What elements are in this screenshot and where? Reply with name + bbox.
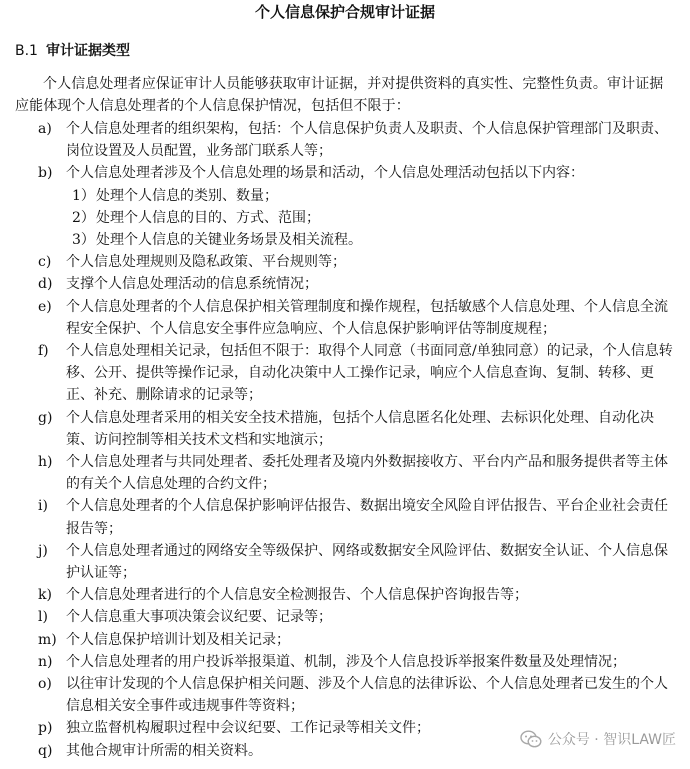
list-item-text: 独立监督机构履职过程中会议纪要、工作记录等相关文件； (66, 720, 430, 737)
list-item-text: 个人信息处理者的用户投诉举报渠道、机制，涉及个人信息投诉举报案件数量及处理情况； (66, 653, 626, 670)
list-item-marker: a) (38, 121, 52, 137)
wechat-icon (520, 730, 542, 748)
list-item-marker: f) (38, 343, 49, 360)
section-heading (15, 41, 130, 61)
list-item (0, 296, 690, 340)
list-item-marker: b) (38, 165, 53, 182)
list-item (0, 407, 690, 451)
list-item-text: 个人信息保护培训计划及相关记录； (66, 631, 290, 648)
list-item-text: 个人信息处理者通过的网络安全等级保护、网络或数据安全风险评估、数据安全认证、个人信息保护认证等； (66, 542, 668, 582)
list-item-marker: m) (38, 631, 57, 648)
list-item-marker: o) (38, 676, 52, 693)
list-item (0, 251, 690, 273)
list-item-marker: d) (38, 276, 53, 293)
list-item (0, 584, 690, 606)
list-item (0, 118, 690, 162)
list-item-text: 以往审计发现的个人信息保护相关问题、涉及个人信息的法律诉讼、个人信息处理者已发生的个人信息相关安全事件或违规事件等资料； (66, 676, 668, 715)
sub-list-item-number: 1） (72, 187, 95, 204)
list-item (0, 451, 690, 495)
sub-list-item (0, 207, 690, 229)
evidence-list (0, 118, 690, 762)
list-item-text: 个人信息处理者涉及个人信息处理的场景和活动，个人信息处理活动包括以下内容： (66, 165, 584, 182)
watermark-text: 公众号 · 智识LAW匠 (547, 732, 676, 748)
list-item (0, 495, 690, 539)
list-item-text: 个人信息处理者采用的相关安全技术措施，包括个人信息匿名化处理、去标识化处理、自动化决策、访问控制等相关技术文档和实地演示； (66, 409, 654, 448)
list-item-marker: g) (38, 409, 53, 426)
list-item-text: 支撑个人信息处理活动的信息系统情况； (66, 276, 318, 293)
sub-list-item-number: 3） (72, 232, 95, 249)
list-item (0, 651, 690, 673)
list-item (0, 340, 690, 407)
list-item-marker: c) (38, 254, 52, 271)
sub-list-item (0, 229, 690, 251)
list-item-text: 个人信息处理者的个人信息保护相关管理制度和操作规程，包括敏感个人信息处理、个人信息全流程安全保护、个人信息安全事件应急响应、个人信息保护影响评估等制度规程； (66, 298, 668, 337)
list-item-marker: n) (38, 653, 53, 670)
list-item-marker: i) (38, 498, 48, 515)
list-item-marker: j) (38, 542, 48, 559)
sub-list-item-text: 处理个人信息的类别、数量； (96, 187, 278, 204)
section-number: B.1 (15, 43, 38, 59)
list-item (0, 273, 690, 295)
sub-list-item (0, 185, 690, 207)
sub-list-item-text: 处理个人信息的目的、方式、范围； (96, 209, 320, 226)
list-item (0, 673, 690, 717)
document-title: 个人信息保护合规审计证据 (254, 3, 435, 21)
sub-list-item-text: 处理个人信息的关键业务场景及相关流程。 (96, 232, 362, 249)
list-item-text: 个人信息处理者与共同处理者、委托处理者及境内外数据接收方、平台内产品和服务提供者等主体的有关个人信息处理的合约文件； (66, 454, 668, 493)
list-item-text: 个人信息处理相关记录，包括但不限于：取得个人同意（书面同意/单独同意）的记录，个人信息转移、公开、提供等操作记录，自动化决策中人工操作记录，响应个人信息查询、复制、转移、更正、补充、删除请求的记录等； (66, 343, 673, 404)
list-item-marker: k) (38, 587, 52, 604)
intro-paragraph: 个人信息处理者应保证审计人员能够获取审计证据，并对提供资料的真实性、完整性负责。审计证据应能体现个人信息处理者的个人信息保护情况，包括但不限于： (15, 76, 664, 114)
list-item-text: 个人信息处理者的组织架构，包括：个人信息保护负责人及职责、个人信息保护管理部门及职责、岗位设置及人员配置，业务部门联系人等； (66, 121, 668, 160)
list-item-text: 个人信息处理规则及隐私政策、平台规则等； (66, 254, 346, 271)
list-item (0, 629, 690, 651)
watermark (520, 729, 676, 749)
list-item (0, 162, 690, 184)
list-item-marker: l) (38, 609, 48, 626)
list-item-marker: e) (38, 298, 52, 315)
list-item-text: 个人信息重大事项决策会议纪要、记录等； (66, 609, 332, 626)
list-item-marker: p) (38, 720, 53, 737)
list-item-text: 个人信息处理者进行的个人信息安全检测报告、个人信息保护咨询报告等； (66, 587, 528, 604)
list-item-text: 个人信息处理者的个人信息保护影响评估报告、数据出境安全风险自评估报告、平台企业社会责任报告等； (66, 498, 668, 537)
list-item-marker: q) (38, 742, 53, 759)
list-item-text: 其他合规审计所需的相关资料。 (66, 742, 262, 759)
list-item (0, 540, 690, 584)
list-item-marker: h) (38, 454, 53, 471)
sub-list-item-number: 2） (72, 209, 95, 226)
section-title: 审计证据类型 (45, 43, 130, 59)
list-item (0, 606, 690, 628)
